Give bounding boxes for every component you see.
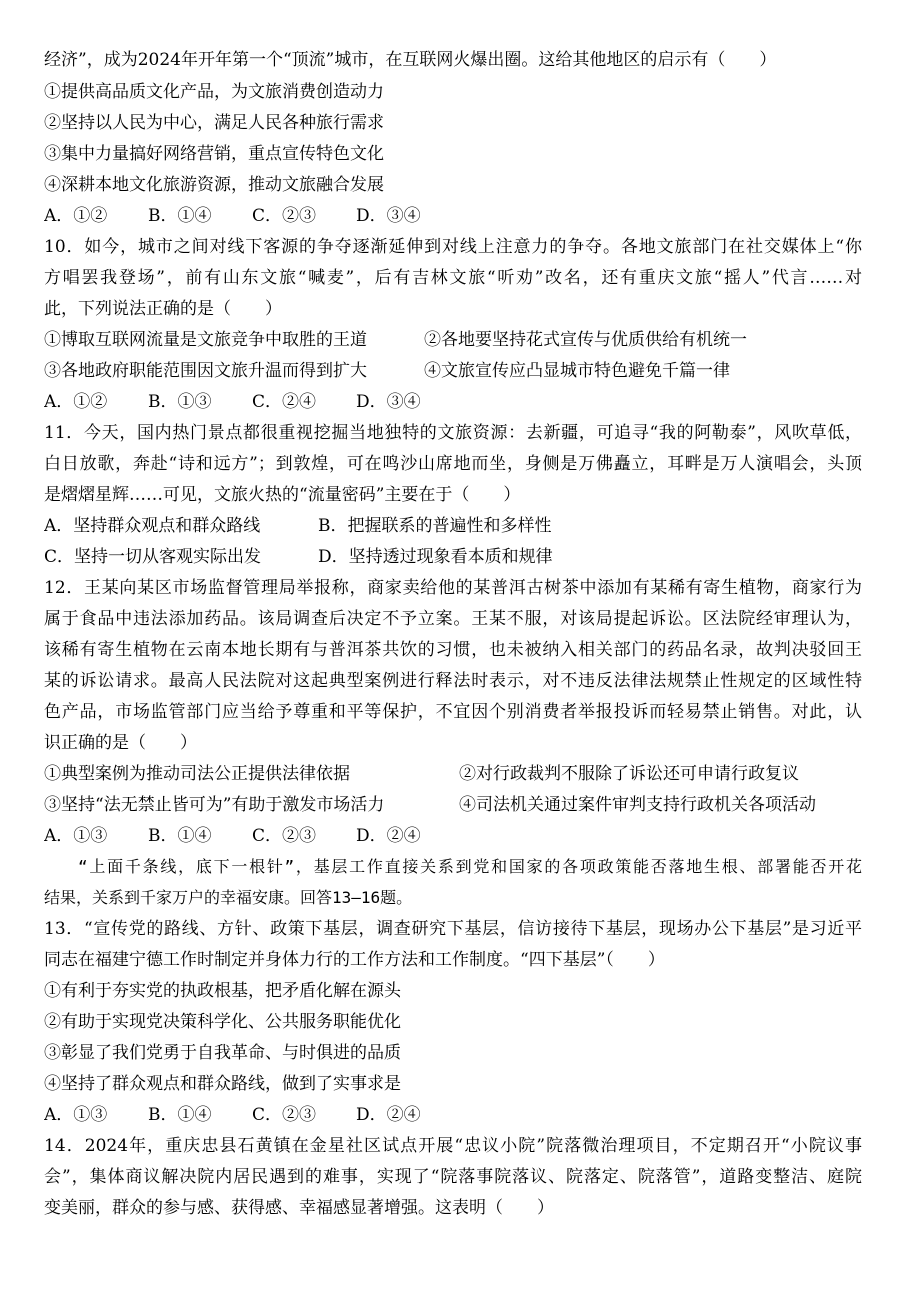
q10-stem-line-2: 方唱罢我登场”，前有山东文旅“喊麦”，后有吉林文旅“听劝”改名，还有重庆文旅“摇人”代言……对: [44, 268, 862, 288]
q10-stem-line-1: 10．如今，城市之间对线下客源的争夺逐渐延伸到对线上注意力的争夺。各地文旅部门在社交媒体上“你: [44, 237, 862, 257]
q12-statement-row-1: [44, 762, 862, 786]
q12-stem-line-5: 色产品，市场监管部门应当给予尊重和平等保护，不宜因个别消费者举报投诉而轻易禁止销售。对此，认: [44, 702, 862, 722]
q9-statement-1: ①提供高品质文化产品，为文旅消费创造动力: [44, 82, 384, 102]
q11-stem-line-1: 11．今天，国内热门景点都很重视挖掘当地独特的文旅资源：去新疆，可追寻“我的阿勒泰”，风吹草低，: [44, 423, 862, 443]
q12-statement-3: ③坚持“法无禁止皆可为”有助于激发市场活力: [44, 795, 385, 815]
q12-option-a[interactable]: A．①③: [44, 826, 108, 846]
q13-option-a[interactable]: A．①③: [44, 1105, 108, 1125]
q12-option-b[interactable]: B．①④: [148, 826, 212, 846]
q10-option-c[interactable]: C．②④: [252, 392, 317, 412]
q9-option-c[interactable]: C．②③: [252, 206, 317, 226]
q13-statement-4: ④坚持了群众观点和群众路线，做到了实事求是: [44, 1074, 401, 1094]
q9-options: [44, 204, 862, 228]
q10-options: [44, 390, 862, 414]
q12-statement-1: ①典型案例为推动司法公正提供法律依据: [44, 764, 350, 784]
q11-options-row-1: [44, 514, 862, 538]
q12-stem-line-6: 识正确的是（ ）: [44, 733, 197, 753]
q10-statement-row-2: [44, 359, 862, 383]
q12-options: [44, 824, 862, 848]
q11-option-a[interactable]: A．坚持群众观点和群众路线: [44, 516, 261, 536]
q13-stem-line-2: 同志在福建宁德工作时制定并身体力行的工作方法和工作制度。“四下基层”（ ）: [44, 950, 665, 970]
q10-statement-1: ①博取互联网流量是文旅竞争中取胜的王道: [44, 330, 367, 350]
q12-statement-row-2: [44, 793, 862, 817]
q9-option-d[interactable]: D．③④: [356, 206, 421, 226]
material-line-1: “上面千条线，底下一根针”，基层工作直接关系到党和国家的各项政策能否落地生根、部署能否开花: [78, 857, 862, 876]
q13-option-d[interactable]: D．②④: [356, 1105, 421, 1125]
q13-stem-line-1: 13．“宣传党的路线、方针、政策下基层，调查研究下基层，信访接待下基层，现场办公下基层”是习近平: [44, 919, 862, 939]
q9-statement-2: ②坚持以人民为中心，满足人民各种旅行需求: [44, 113, 384, 133]
q12-statement-2: ②对行政裁判不服除了诉讼还可申请行政复议: [459, 764, 799, 784]
q11-options-row-2: [44, 545, 862, 569]
q12-stem-line-4: 某的诉讼请求。最高人民法院对这起典型案例进行释法时表示，对不违反法律法规禁止性规定的区域性特: [44, 671, 862, 691]
q9-statement-3: ③集中力量搞好网络营销，重点宣传特色文化: [44, 144, 384, 164]
q11-option-b[interactable]: B．把握联系的普遍性和多样性: [318, 516, 552, 536]
q10-option-b[interactable]: B．①③: [148, 392, 212, 412]
q13-options: [44, 1103, 862, 1127]
q12-stem-line-3: 该稀有寄生植物在云南本地长期有与普洱茶共饮的习惯，也未被纳入相关部门的药品名录，故判决驳回王: [44, 640, 862, 660]
q13-statement-1: ①有利于夯实党的执政根基，把矛盾化解在源头: [44, 981, 401, 1001]
q12-stem-line-2: 属于食品中违法添加药品。该局调查后决定不予立案。王某不服，对该局提起诉讼。区法院经审理认为，: [44, 609, 862, 629]
q13-statement-3: ③彰显了我们党勇于自我革命、与时俱进的品质: [44, 1043, 401, 1063]
q14-stem-line-1: 14．2024年，重庆忠县石黄镇在金星社区试点开展“忠议小院”院落微治理项目，不定期召开“小院议事: [44, 1136, 862, 1156]
q10-statement-3: ③各地政府职能范围因文旅升温而得到扩大: [44, 361, 367, 381]
q13-option-c[interactable]: C．②③: [252, 1105, 317, 1125]
material-line-2: 结果，关系到千家万户的幸福安康。回答13—16题。: [44, 888, 413, 907]
q10-statement-row-1: [44, 328, 862, 352]
q10-statement-4: ④文旅宣传应凸显城市特色避免千篇一律: [424, 361, 730, 381]
q11-stem-line-3: 是熠熠星辉……可见，文旅火热的“流量密码”主要在于（ ）: [44, 485, 521, 505]
q11-option-c[interactable]: C．坚持一切从客观实际出发: [44, 547, 262, 567]
q9-option-a[interactable]: A．①②: [44, 206, 108, 226]
q10-option-a[interactable]: A．①②: [44, 392, 108, 412]
q9-statement-4: ④深耕本地文化旅游资源，推动文旅融合发展: [44, 175, 384, 195]
q12-option-d[interactable]: D．②④: [356, 826, 421, 846]
q11-option-d[interactable]: D．坚持透过现象看本质和规律: [318, 547, 553, 567]
q11-stem-line-2: 白日放歌，奔赴“诗和远方”；到敦煌，可在鸣沙山席地而坐，身侧是万佛矗立，耳畔是万人演唱会，头顶: [44, 454, 862, 474]
q13-option-b[interactable]: B．①④: [148, 1105, 212, 1125]
q12-stem-line-1: 12．王某向某区市场监督管理局举报称，商家卖给他的某普洱古树茶中添加有某稀有寄生植物，商家行为: [44, 578, 862, 598]
q10-option-d[interactable]: D．③④: [356, 392, 421, 412]
q12-option-c[interactable]: C．②③: [252, 826, 317, 846]
q9-stem-tail: 经济”，成为2024年开年第一个“顶流”城市，在互联网火爆出圈。这给其他地区的启示有（ ）: [44, 50, 777, 70]
q9-option-b[interactable]: B．①④: [148, 206, 212, 226]
q10-statement-2: ②各地要坚持花式宣传与优质供给有机统一: [424, 330, 747, 350]
q12-statement-4: ④司法机关通过案件审判支持行政机关各项活动: [459, 795, 816, 815]
q13-statement-2: ②有助于实现党决策科学化、公共服务职能优化: [44, 1012, 401, 1032]
q14-stem-line-2: 会”，集体商议解决院内居民遇到的难事，实现了“院落事院落议、院落定、院落管”，道路变整洁、庭院: [44, 1167, 862, 1187]
q14-stem-line-3: 变美丽，群众的参与感、获得感、幸福感显著增强。这表明（ ）: [44, 1198, 554, 1218]
q10-stem-line-3: 此，下列说法正确的是（ ）: [44, 299, 282, 319]
